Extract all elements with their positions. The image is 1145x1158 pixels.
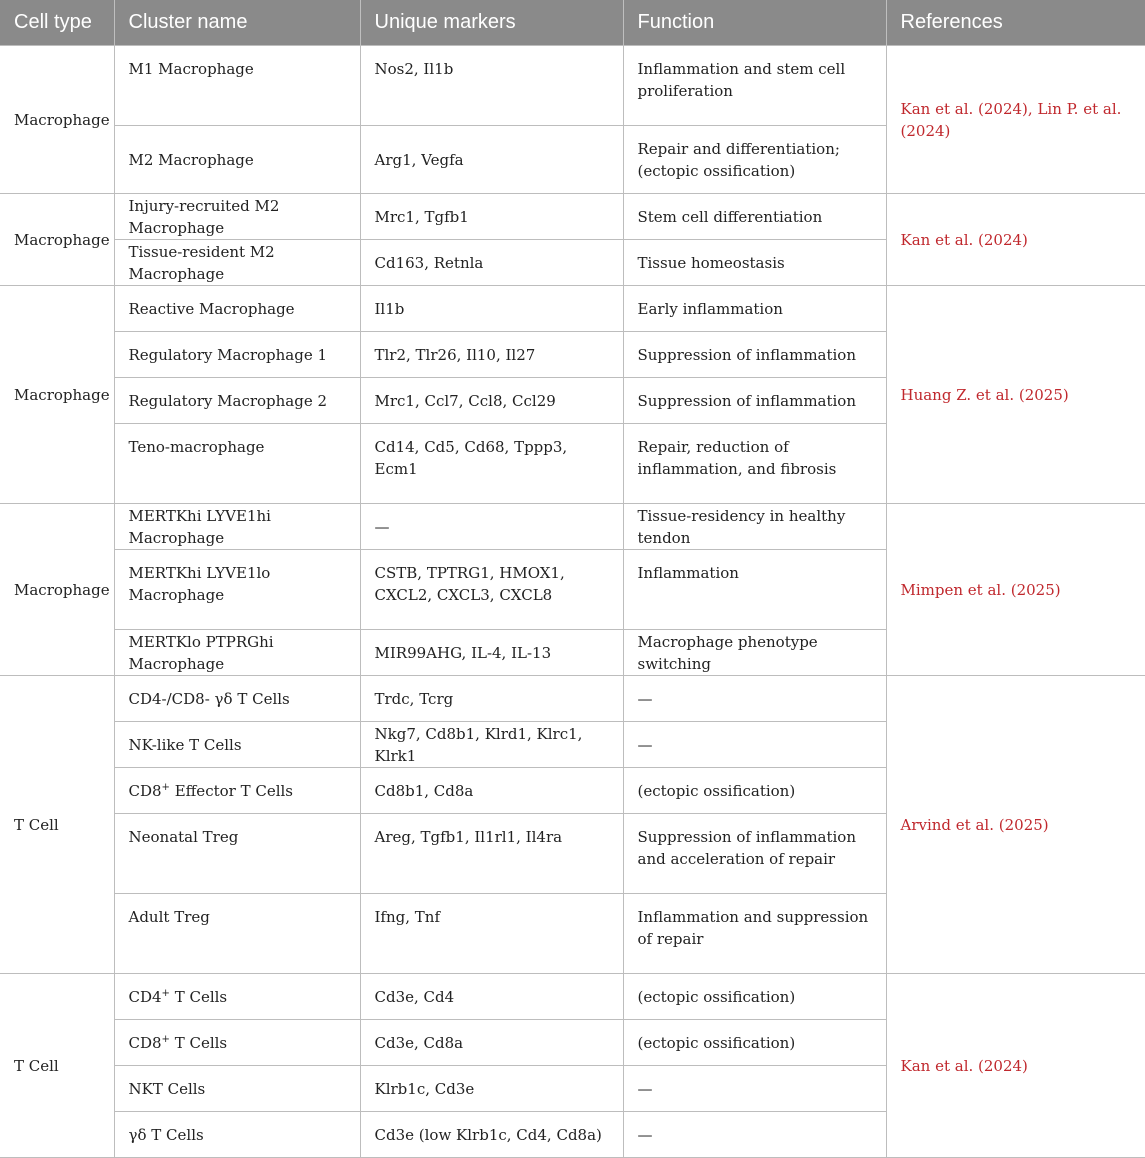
function-cell: Repair and differentiation; (ectopic ossification): [623, 126, 886, 194]
header-unique-markers: Unique markers: [360, 0, 623, 46]
table-row: [0, 286, 1145, 332]
table-row: [0, 46, 1145, 126]
cluster-name-cell: [114, 768, 360, 814]
function-cell: (ectopic ossification): [623, 1020, 886, 1066]
function-cell: Early inflammation: [623, 286, 886, 332]
reference-link[interactable]: Arvind et al. (2025): [886, 676, 1145, 974]
cluster-name-suffix: Effector T Cells: [169, 781, 294, 800]
function-cell: —: [623, 1112, 886, 1158]
superscript-plus: +: [161, 987, 170, 999]
cluster-name-cell: Reactive Macrophage: [114, 286, 360, 332]
cluster-name-cell: Regulatory Macrophage 2: [114, 378, 360, 424]
markers-cell: Cd3e (low Klrb1c, Cd4, Cd8a): [360, 1112, 623, 1158]
markers-cell: Ifng, Tnf: [360, 894, 623, 974]
markers-cell: Cd3e, Cd4: [360, 974, 623, 1020]
table-row: [0, 974, 1145, 1020]
cluster-name-cell: Neonatal Treg: [114, 814, 360, 894]
header-row: [0, 0, 1145, 46]
cluster-name-cell: Regulatory Macrophage 1: [114, 332, 360, 378]
markers-cell: Arg1, Vegfa: [360, 126, 623, 194]
header-cluster-name: Cluster name: [114, 0, 360, 46]
superscript-plus: +: [161, 781, 170, 793]
cluster-name-cell: M1 Macrophage: [114, 46, 360, 126]
markers-cell: Cd14, Cd5, Cd68, Tppp3, Ecm1: [360, 424, 623, 504]
table-row: [0, 504, 1145, 550]
function-cell: Suppression of inflammation and acceleration of repair: [623, 814, 886, 894]
reference-link[interactable]: Kan et al. (2024): [886, 974, 1145, 1158]
markers-cell: Cd163, Retnla: [360, 240, 623, 286]
cluster-name-cell: MERTKhi LYVE1hi Macrophage: [114, 504, 360, 550]
markers-cell: Klrb1c, Cd3e: [360, 1066, 623, 1112]
cell-type-cell: T Cell: [0, 974, 114, 1158]
cluster-name-cell: NK-like T Cells: [114, 722, 360, 768]
function-cell: —: [623, 676, 886, 722]
cluster-name-cell: MERTKlo PTPRGhi Macrophage: [114, 630, 360, 676]
markers-cell: CSTB, TPTRG1, HMOX1, CXCL2, CXCL3, CXCL8: [360, 550, 623, 630]
markers-cell: Cd8b1, Cd8a: [360, 768, 623, 814]
cluster-name-prefix: CD8: [128, 781, 162, 800]
cluster-name-cell: γδ T Cells: [114, 1112, 360, 1158]
function-cell: Stem cell differentiation: [623, 194, 886, 240]
markers-cell: Mrc1, Ccl7, Ccl8, Ccl29: [360, 378, 623, 424]
cluster-name-cell: Teno-macrophage: [114, 424, 360, 504]
markers-cell: Nos2, Il1b: [360, 46, 623, 126]
cluster-name-suffix: T Cells: [169, 1033, 228, 1052]
markers-cell: Areg, Tgfb1, Il1rl1, Il4ra: [360, 814, 623, 894]
function-cell: Inflammation and stem cell proliferation: [623, 46, 886, 126]
reference-link[interactable]: Huang Z. et al. (2025): [886, 286, 1145, 504]
cluster-name-cell: Injury-recruited M2 Macrophage: [114, 194, 360, 240]
table-row: [0, 676, 1145, 722]
markers-cell: —: [360, 504, 623, 550]
function-cell: Suppression of inflammation: [623, 378, 886, 424]
header-references: References: [886, 0, 1145, 46]
markers-cell: Cd3e, Cd8a: [360, 1020, 623, 1066]
function-cell: Macrophage phenotype switching: [623, 630, 886, 676]
function-cell: Inflammation: [623, 550, 886, 630]
cluster-name-cell: CD4-/CD8- γδ T Cells: [114, 676, 360, 722]
cluster-name-cell: [114, 974, 360, 1020]
cluster-name-prefix: CD4: [128, 987, 162, 1006]
function-cell: —: [623, 722, 886, 768]
table-row: [0, 194, 1145, 240]
cluster-name-cell: M2 Macrophage: [114, 126, 360, 194]
function-cell: —: [623, 1066, 886, 1112]
function-cell: Inflammation and suppression of repair: [623, 894, 886, 974]
reference-link[interactable]: Mimpen et al. (2025): [886, 504, 1145, 676]
cell-type-cell: Macrophage: [0, 46, 114, 194]
cluster-name-cell: MERTKhi LYVE1lo Macrophage: [114, 550, 360, 630]
function-cell: Suppression of inflammation: [623, 332, 886, 378]
function-cell: Tissue-residency in healthy tendon: [623, 504, 886, 550]
markers-cell: MIR99AHG, IL-4, IL-13: [360, 630, 623, 676]
cluster-name-cell: Tissue-resident M2 Macrophage: [114, 240, 360, 286]
header-cell-type: Cell type: [0, 0, 114, 46]
markers-cell: Trdc, Tcrg: [360, 676, 623, 722]
function-cell: Tissue homeostasis: [623, 240, 886, 286]
cluster-name-cell: [114, 1020, 360, 1066]
markers-cell: Mrc1, Tgfb1: [360, 194, 623, 240]
cell-type-cell: Macrophage: [0, 286, 114, 504]
reference-link[interactable]: Kan et al. (2024): [886, 194, 1145, 286]
cluster-name-prefix: CD8: [128, 1033, 162, 1052]
cell-type-cell: Macrophage: [0, 194, 114, 286]
cluster-name-cell: NKT Cells: [114, 1066, 360, 1112]
function-cell: Repair, reduction of inflammation, and fibrosis: [623, 424, 886, 504]
markers-cell: Tlr2, Tlr26, Il10, Il27: [360, 332, 623, 378]
cell-type-cell: Macrophage: [0, 504, 114, 676]
header-function: Function: [623, 0, 886, 46]
cell-type-cell: T Cell: [0, 676, 114, 974]
cluster-name-suffix: T Cells: [169, 987, 228, 1006]
markers-cell: Nkg7, Cd8b1, Klrd1, Klrc1, Klrk1: [360, 722, 623, 768]
markers-cell: Il1b: [360, 286, 623, 332]
superscript-plus: +: [161, 1033, 170, 1045]
function-cell: (ectopic ossification): [623, 974, 886, 1020]
reference-link[interactable]: Kan et al. (2024), Lin P. et al. (2024): [886, 46, 1145, 194]
cluster-name-cell: Adult Treg: [114, 894, 360, 974]
function-cell: (ectopic ossification): [623, 768, 886, 814]
